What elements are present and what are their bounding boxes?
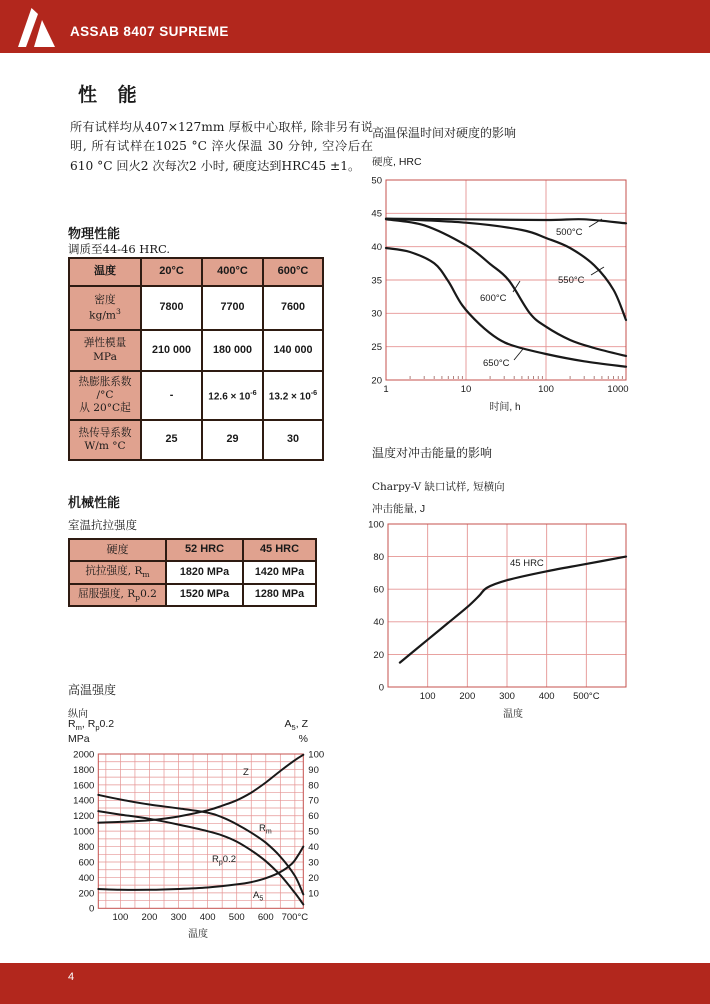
intro-paragraph: 所有试样均从407×127mm 厚板中心取样, 除非另有说明, 所有试样在1025 °C 淬火保温 30 分钟, 空冷后在610 °C 回火2 次每次2 小时, 硬度达到HRC45 ±1。 <box>70 120 373 173</box>
svg-text:10: 10 <box>460 384 472 395</box>
svg-text:45 HRC: 45 HRC <box>510 558 544 569</box>
svg-text:1: 1 <box>383 384 389 395</box>
col-header: 45 HRC <box>243 539 316 561</box>
svg-text:90: 90 <box>308 764 319 776</box>
hot-strength-title: 高温强度 <box>68 683 117 697</box>
svg-text:650°C: 650°C <box>483 358 510 369</box>
svg-text:温度: 温度 <box>188 929 208 940</box>
svg-text:20: 20 <box>373 649 384 661</box>
svg-text:80: 80 <box>373 552 384 563</box>
impact-chart-y-axis-label: 冲击能量, J <box>372 503 426 515</box>
svg-text:1600: 1600 <box>73 780 95 792</box>
table-row <box>69 539 316 561</box>
svg-text:300: 300 <box>170 912 187 923</box>
svg-text:1200: 1200 <box>73 811 95 823</box>
table-row <box>69 330 323 371</box>
table-row <box>69 371 323 420</box>
svg-text:550°C: 550°C <box>558 275 585 286</box>
svg-text:300: 300 <box>499 691 515 702</box>
row-label: 弹性模量 MPa <box>69 330 141 371</box>
row-label: 屈服强度, $R_p0.2$ <box>69 584 166 606</box>
svg-text:100: 100 <box>419 691 436 702</box>
physical-properties-table <box>68 257 324 461</box>
svg-text:200: 200 <box>141 912 158 923</box>
cell-value: 1420 MPa <box>243 561 316 584</box>
row-label: 热传导系数 W/m °C <box>69 420 141 460</box>
svg-text:时间, h: 时间, h <box>489 402 521 413</box>
svg-text:40: 40 <box>308 841 319 853</box>
svg-text:0: 0 <box>378 682 384 694</box>
svg-text:600°C: 600°C <box>480 293 507 304</box>
svg-text:1800: 1800 <box>73 764 95 776</box>
hot-strength-orientation-note: 纵向 <box>68 709 88 720</box>
hot-strength-left-axis-label: $R_m$, $R_p0.2$ MPa <box>68 718 115 745</box>
hot-strength-right-axis-label: $A_5$, Z % <box>284 718 308 745</box>
mechanical-subtitle: 室温抗拉强度 <box>68 518 137 532</box>
svg-text:40: 40 <box>371 242 382 254</box>
svg-text:80: 80 <box>308 780 319 792</box>
svg-text:100: 100 <box>368 519 384 531</box>
cell-value: 7600 <box>263 286 323 330</box>
header-banner <box>0 0 710 53</box>
page-title: 性 能 <box>78 84 144 106</box>
cell-value: 1280 MPa <box>243 584 316 606</box>
svg-text:Rp0.2: $R_p0.2$ <box>212 854 236 867</box>
svg-text:500: 500 <box>228 912 245 923</box>
row-label: 抗拉强度, $R_m$ <box>69 561 166 584</box>
svg-text:400: 400 <box>538 691 555 702</box>
table-row <box>69 561 316 584</box>
svg-text:400: 400 <box>78 872 95 884</box>
col-header: 20°C <box>141 258 202 286</box>
col-header: 52 HRC <box>166 539 243 561</box>
svg-text:45: 45 <box>371 208 382 220</box>
table-row <box>69 258 323 286</box>
table-row <box>69 584 316 606</box>
footer-banner <box>0 963 710 1004</box>
impact-energy-chart <box>368 518 700 723</box>
svg-text:500°C: 500°C <box>573 691 600 702</box>
svg-text:20: 20 <box>371 375 382 387</box>
cell-value: 210 000 <box>141 330 202 371</box>
svg-text:50: 50 <box>308 826 319 838</box>
mechanical-heading: 机械性能 <box>68 495 121 510</box>
mechanical-properties-table <box>68 538 317 607</box>
svg-text:0: 0 <box>89 903 95 915</box>
svg-text:100: 100 <box>308 749 325 761</box>
svg-text:25: 25 <box>371 342 382 354</box>
svg-text:600: 600 <box>78 857 95 869</box>
svg-text:1400: 1400 <box>73 795 95 807</box>
impact-chart-title: 温度对冲击能量的影响 <box>372 446 493 460</box>
svg-text:100: 100 <box>112 912 129 923</box>
cell-value: 7800 <box>141 286 202 330</box>
svg-text:20: 20 <box>308 872 319 884</box>
row-label: 热膨胀系数 /°C 从 20°C起 <box>69 371 141 420</box>
cell-value: 140 000 <box>263 330 323 371</box>
svg-text:60: 60 <box>308 811 319 823</box>
svg-text:70: 70 <box>308 795 319 807</box>
svg-text:700°C: 700°C <box>281 912 309 923</box>
svg-text:60: 60 <box>373 584 384 596</box>
svg-text:A5: $A_5$ <box>253 890 264 903</box>
cell-value: 30 <box>263 420 323 460</box>
physical-heading: 物理性能 <box>68 226 121 241</box>
brand-title: ASSAB 8407 SUPREME <box>70 24 229 39</box>
table-row <box>69 286 323 330</box>
svg-text:1000: 1000 <box>73 826 95 838</box>
hardness-chart-title: 高温保温时间对硬度的影响 <box>372 126 517 140</box>
svg-text:500°C: 500°C <box>556 227 583 238</box>
svg-text:600: 600 <box>257 912 274 923</box>
cell-value: 7700 <box>202 286 263 330</box>
svg-text:200: 200 <box>459 691 476 702</box>
svg-text:30: 30 <box>308 857 319 869</box>
svg-text:100: 100 <box>538 384 554 395</box>
col-header: 温度 <box>69 258 141 286</box>
table-row <box>69 420 323 460</box>
cell-value: 29 <box>202 420 263 460</box>
svg-text:35: 35 <box>371 275 382 287</box>
svg-text:1000: 1000 <box>607 384 629 395</box>
hot-strength-chart <box>60 745 360 950</box>
svg-text:40: 40 <box>373 617 384 629</box>
cell-value: - <box>141 371 202 420</box>
cell-value: 1820 MPa <box>166 561 243 584</box>
cell-value: 180 000 <box>202 330 263 371</box>
svg-text:30: 30 <box>371 308 382 320</box>
cell-value: $12.6 \times 10^{-6}$ <box>202 371 263 420</box>
col-header: 600°C <box>263 258 323 286</box>
assab-logo-icon <box>14 4 60 49</box>
col-header: 硬度 <box>69 539 166 561</box>
svg-text:50: 50 <box>371 175 382 187</box>
svg-text:800: 800 <box>78 841 95 853</box>
svg-text:200: 200 <box>78 888 95 900</box>
col-header: 400°C <box>202 258 263 286</box>
svg-text:10: 10 <box>308 888 319 900</box>
svg-text:温度: 温度 <box>503 709 523 720</box>
impact-chart-subtitle: Charpy-V 缺口试样, 短横向 <box>372 481 505 493</box>
cell-value: 1520 MPa <box>166 584 243 606</box>
hardness-vs-time-chart <box>368 170 700 420</box>
svg-text:2000: 2000 <box>73 749 95 761</box>
svg-text:Z: Z <box>243 767 249 778</box>
physical-subtitle: 调质至44-46 HRC. <box>68 242 171 256</box>
svg-text:400: 400 <box>199 912 216 923</box>
svg-text:Rm: $R_m$ <box>259 823 272 836</box>
row-label: 密度 $kg/m^3$ <box>69 286 141 330</box>
cell-value: $13.2 \times 10^{-6}$ <box>263 371 323 420</box>
hardness-chart-y-axis-label: 硬度, HRC <box>372 156 422 168</box>
cell-value: 25 <box>141 420 202 460</box>
page-number: 4 <box>68 971 75 983</box>
